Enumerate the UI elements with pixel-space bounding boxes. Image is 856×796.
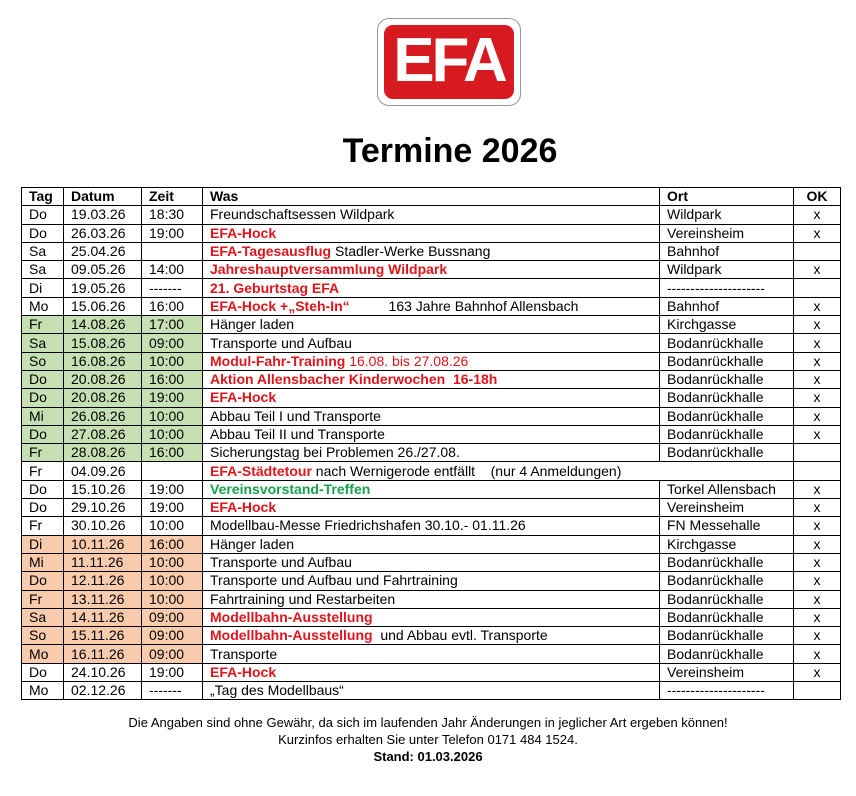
cell-zeit: 10:00 — [142, 572, 203, 590]
page-title: Termine 2026 — [342, 132, 558, 170]
cell-ort: Bodanrückhalle — [660, 444, 794, 462]
event-text: Modul-Fahr-Training — [210, 352, 346, 369]
cell-ok: x — [794, 608, 841, 626]
cell-ort: Torkel Allensbach — [660, 480, 794, 498]
event-text: Vereinsvorstand-Treffen — [210, 480, 371, 497]
cell-was — [203, 663, 660, 681]
cell-tag: So — [22, 627, 64, 645]
event-text: nach Wernigerode entfällt (nur 4 Anmeldungen) — [311, 462, 622, 479]
event-text: EFA-Hock — [210, 499, 277, 516]
cell-ort: Bodanrückhalle — [660, 334, 794, 352]
cell-datum: 16.11.26 — [64, 645, 142, 663]
table-row — [22, 480, 841, 498]
event-text: EFA-Hock +„Steh-In“ — [210, 297, 350, 314]
cell-ort: Bodanrückhalle — [660, 425, 794, 443]
cell-tag: Sa — [22, 242, 64, 260]
header-was: Was — [203, 188, 660, 206]
cell-ok: x — [794, 663, 841, 681]
table-row — [22, 407, 841, 425]
cell-tag: Do — [22, 224, 64, 242]
cell-datum: 15.11.26 — [64, 627, 142, 645]
cell-zeit: 09:00 — [142, 645, 203, 663]
cell-zeit: 09:00 — [142, 627, 203, 645]
cell-ort: --------------------- — [660, 682, 794, 700]
cell-was — [203, 462, 794, 480]
header-ok: OK — [794, 188, 841, 206]
cell-zeit: 19:00 — [142, 389, 203, 407]
cell-datum: 14.11.26 — [64, 608, 142, 626]
cell-tag: Fr — [22, 462, 64, 480]
event-text: und Abbau evtl. Transporte — [372, 627, 548, 644]
cell-ok: x — [794, 553, 841, 571]
cell-ok: x — [794, 352, 841, 370]
event-text: Hänger laden — [210, 316, 295, 333]
cell-was — [203, 517, 660, 535]
cell-zeit: 10:00 — [142, 425, 203, 443]
table-row — [22, 352, 841, 370]
efa-logo — [377, 18, 521, 106]
cell-ok: x — [794, 407, 841, 425]
cell-datum: 19.03.26 — [64, 206, 142, 224]
cell-tag: Fr — [22, 316, 64, 334]
cell-zeit: ------- — [142, 279, 203, 297]
cell-datum: 27.08.26 — [64, 425, 142, 443]
event-text: Aktion Allensbacher Kinderwochen 16-18h — [210, 371, 498, 388]
table-row — [22, 297, 841, 315]
cell-ok: x — [794, 297, 841, 315]
event-text: Modellbahn-Ausstellung — [210, 608, 373, 625]
cell-ok: x — [794, 480, 841, 498]
cell-zeit — [142, 242, 203, 260]
cell-tag: Mo — [22, 297, 64, 315]
cell-was — [203, 682, 660, 700]
footer-disclaimer: Die Angaben sind ohne Gewähr, da sich im laufenden Jahr Änderungen in jeglicher Art ergeben können! — [128, 715, 728, 730]
cell-datum: 15.06.26 — [64, 297, 142, 315]
cell-ok — [794, 242, 841, 260]
table-row — [22, 645, 841, 663]
cell-zeit: ------- — [142, 682, 203, 700]
cell-zeit: 17:00 — [142, 316, 203, 334]
cell-zeit: 10:00 — [142, 407, 203, 425]
cell-was — [203, 224, 660, 242]
cell-datum: 26.03.26 — [64, 224, 142, 242]
cell-was — [203, 352, 660, 370]
cell-ort: Bahnhof — [660, 297, 794, 315]
cell-was — [203, 627, 660, 645]
event-text: EFA-Tagesausflug — [210, 243, 332, 260]
cell-zeit: 10:00 — [142, 553, 203, 571]
cell-ok — [794, 682, 841, 700]
cell-ort: Vereinsheim — [660, 499, 794, 517]
cell-tag: Do — [22, 572, 64, 590]
cell-ort: Bodanrückhalle — [660, 590, 794, 608]
cell-ok: x — [794, 316, 841, 334]
cell-ort: Bodanrückhalle — [660, 645, 794, 663]
cell-datum: 29.10.26 — [64, 499, 142, 517]
cell-ort: Vereinsheim — [660, 663, 794, 681]
cell-datum: 16.08.26 — [64, 352, 142, 370]
cell-was — [203, 444, 660, 462]
cell-zeit — [142, 462, 203, 480]
schedule-rows — [22, 206, 841, 700]
cell-tag: Mi — [22, 553, 64, 571]
event-text: EFA-Städtetour — [210, 462, 312, 479]
cell-zeit: 09:00 — [142, 608, 203, 626]
table-row — [22, 682, 841, 700]
cell-ok: x — [794, 627, 841, 645]
cell-tag: Mi — [22, 407, 64, 425]
cell-ort: --------------------- — [660, 279, 794, 297]
event-text: Freundschaftsessen Wildpark — [210, 206, 395, 223]
footer-phone: Kurzinfos erhalten Sie unter Telefon 0171 484 1524. — [278, 732, 578, 747]
cell-tag: Sa — [22, 261, 64, 279]
cell-tag: Do — [22, 425, 64, 443]
cell-ort: Bodanrückhalle — [660, 608, 794, 626]
cell-tag: Fr — [22, 444, 64, 462]
cell-zeit: 09:00 — [142, 334, 203, 352]
cell-tag: Do — [22, 480, 64, 498]
cell-was — [203, 572, 660, 590]
cell-datum: 15.08.26 — [64, 334, 142, 352]
cell-was — [203, 370, 660, 388]
table-row — [22, 334, 841, 352]
event-text: „Tag des Modellbaus“ — [210, 682, 344, 699]
cell-ok — [794, 279, 841, 297]
event-text: Abbau Teil II und Transporte — [210, 426, 385, 442]
cell-tag: Fr — [22, 517, 64, 535]
cell-zeit: 19:00 — [142, 480, 203, 498]
cell-datum: 28.08.26 — [64, 444, 142, 462]
event-text: Fahrtraining und Restarbeiten — [210, 590, 396, 607]
event-text: Stadler-Werke Bussnang — [331, 243, 491, 260]
cell-datum: 15.10.26 — [64, 480, 142, 498]
table-row — [22, 590, 841, 608]
cell-tag: Do — [22, 663, 64, 681]
cell-zeit: 19:00 — [142, 663, 203, 681]
table-row — [22, 444, 841, 462]
cell-tag: Di — [22, 535, 64, 553]
cell-datum: 26.08.26 — [64, 407, 142, 425]
cell-tag: Mo — [22, 645, 64, 663]
table-row — [22, 279, 841, 297]
cell-datum: 11.11.26 — [64, 553, 142, 571]
cell-tag: Do — [22, 370, 64, 388]
cell-datum: 24.10.26 — [64, 663, 142, 681]
cell-ok: x — [794, 499, 841, 517]
table-row — [22, 517, 841, 535]
table-row — [22, 572, 841, 590]
cell-was — [203, 297, 660, 315]
event-text: Transporte und Aufbau — [210, 334, 352, 351]
cell-tag: Fr — [22, 590, 64, 608]
event-text: EFA-Hock — [210, 389, 277, 406]
table-row — [22, 627, 841, 645]
cell-datum: 10.11.26 — [64, 535, 142, 553]
cell-ort: Wildpark — [660, 206, 794, 224]
event-text: Transporte — [210, 645, 278, 662]
cell-zeit: 16:00 — [142, 297, 203, 315]
cell-ort: Bodanrückhalle — [660, 627, 794, 645]
cell-tag: Mo — [22, 682, 64, 700]
cell-zeit: 19:00 — [142, 499, 203, 517]
cell-was — [203, 261, 660, 279]
event-text: 21. Geburtstag EFA — [210, 279, 340, 296]
schedule-table — [21, 187, 841, 700]
cell-ort: Bodanrückhalle — [660, 389, 794, 407]
event-text: Jahreshauptversammlung Wildpark — [210, 261, 448, 278]
cell-was — [203, 407, 660, 425]
table-row — [22, 535, 841, 553]
table-header-row — [22, 188, 841, 206]
table-row — [22, 608, 841, 626]
cell-ok: x — [794, 572, 841, 590]
table-row — [22, 224, 841, 242]
cell-zeit: 10:00 — [142, 590, 203, 608]
cell-ok — [794, 444, 841, 462]
event-text: EFA-Hock — [210, 224, 277, 241]
cell-datum: 13.11.26 — [64, 590, 142, 608]
efa-logo-text: EFA — [393, 26, 505, 95]
cell-datum: 20.08.26 — [64, 370, 142, 388]
cell-datum: 30.10.26 — [64, 517, 142, 535]
event-text: Transporte und Aufbau und Fahrtraining — [210, 572, 458, 589]
table-row — [22, 663, 841, 681]
cell-datum: 25.04.26 — [64, 242, 142, 260]
cell-was — [203, 425, 660, 443]
table-row — [22, 316, 841, 334]
cell-zeit: 16:00 — [142, 444, 203, 462]
cell-datum: 19.05.26 — [64, 279, 142, 297]
table-row — [22, 499, 841, 517]
cell-datum: 04.09.26 — [64, 462, 142, 480]
cell-was — [203, 389, 660, 407]
event-text: 163 Jahre Bahnhof Allensbach — [349, 297, 579, 314]
cell-zeit: 14:00 — [142, 261, 203, 279]
cell-ok: x — [794, 261, 841, 279]
event-text: Modellbau-Messe Friedrichshafen 30.10.- 01.11.26 — [210, 517, 526, 534]
cell-ok: x — [794, 590, 841, 608]
cell-tag: Do — [22, 499, 64, 517]
cell-tag: Do — [22, 206, 64, 224]
cell-ok: x — [794, 535, 841, 553]
cell-was — [203, 608, 660, 626]
header-ort: Ort — [660, 188, 794, 206]
cell-was — [203, 590, 660, 608]
cell-zeit: 16:00 — [142, 370, 203, 388]
event-text: 16.08. bis 27.08.26 — [345, 352, 469, 369]
cell-was — [203, 242, 660, 260]
event-text: Hänger laden — [210, 535, 295, 552]
cell-ort: Kirchgasse — [660, 316, 794, 334]
table-row — [22, 370, 841, 388]
event-text: EFA-Hock — [210, 663, 277, 680]
table-row — [22, 261, 841, 279]
header-tag: Tag — [22, 188, 64, 206]
footer — [0, 714, 856, 765]
table-row — [22, 206, 841, 224]
footer-stand: Stand: 01.03.2026 — [373, 749, 483, 764]
event-text: Modellbahn-Ausstellung — [210, 627, 373, 644]
cell-was — [203, 279, 660, 297]
cell-was — [203, 553, 660, 571]
table-row — [22, 389, 841, 407]
cell-ok: x — [794, 370, 841, 388]
cell-ort: Bodanrückhalle — [660, 572, 794, 590]
cell-was — [203, 499, 660, 517]
cell-was — [203, 206, 660, 224]
cell-was — [203, 480, 660, 498]
cell-datum: 09.05.26 — [64, 261, 142, 279]
cell-ort: Bodanrückhalle — [660, 553, 794, 571]
event-text: Abbau Teil I und Transporte — [210, 407, 381, 424]
cell-datum: 20.08.26 — [64, 389, 142, 407]
table-row — [22, 242, 841, 260]
event-text: Sicherungstag bei Problemen 26./27.08. — [210, 444, 460, 461]
cell-ok: x — [794, 224, 841, 242]
cell-datum: 14.08.26 — [64, 316, 142, 334]
cell-ok: x — [794, 517, 841, 535]
cell-tag: Sa — [22, 608, 64, 626]
cell-was — [203, 645, 660, 663]
cell-ok — [794, 462, 841, 480]
cell-ort: FN Messehalle — [660, 517, 794, 535]
cell-zeit: 10:00 — [142, 517, 203, 535]
cell-ort: Bahnhof — [660, 242, 794, 260]
cell-ort: Bodanrückhalle — [660, 407, 794, 425]
cell-ok: x — [794, 334, 841, 352]
cell-tag: Di — [22, 279, 64, 297]
cell-tag: So — [22, 352, 64, 370]
header-datum: Datum — [64, 188, 142, 206]
cell-ort: Wildpark — [660, 261, 794, 279]
cell-was — [203, 334, 660, 352]
cell-ok: x — [794, 645, 841, 663]
cell-datum: 12.11.26 — [64, 572, 142, 590]
event-text: Transporte und Aufbau — [210, 554, 352, 571]
cell-ort: Bodanrückhalle — [660, 370, 794, 388]
cell-tag: Sa — [22, 334, 64, 352]
cell-tag: Do — [22, 389, 64, 407]
cell-ok: x — [794, 389, 841, 407]
cell-ok: x — [794, 206, 841, 224]
cell-ok: x — [794, 425, 841, 443]
cell-ort: Bodanrückhalle — [660, 352, 794, 370]
table-row — [22, 425, 841, 443]
cell-zeit: 16:00 — [142, 535, 203, 553]
table-row — [22, 553, 841, 571]
cell-zeit: 18:30 — [142, 206, 203, 224]
cell-was — [203, 316, 660, 334]
cell-was — [203, 535, 660, 553]
cell-ort: Vereinsheim — [660, 224, 794, 242]
efa-logo-badge — [384, 25, 514, 99]
cell-zeit: 19:00 — [142, 224, 203, 242]
table-row — [22, 462, 841, 480]
cell-ort: Kirchgasse — [660, 535, 794, 553]
header-zeit: Zeit — [142, 188, 203, 206]
cell-zeit: 10:00 — [142, 352, 203, 370]
cell-datum: 02.12.26 — [64, 682, 142, 700]
